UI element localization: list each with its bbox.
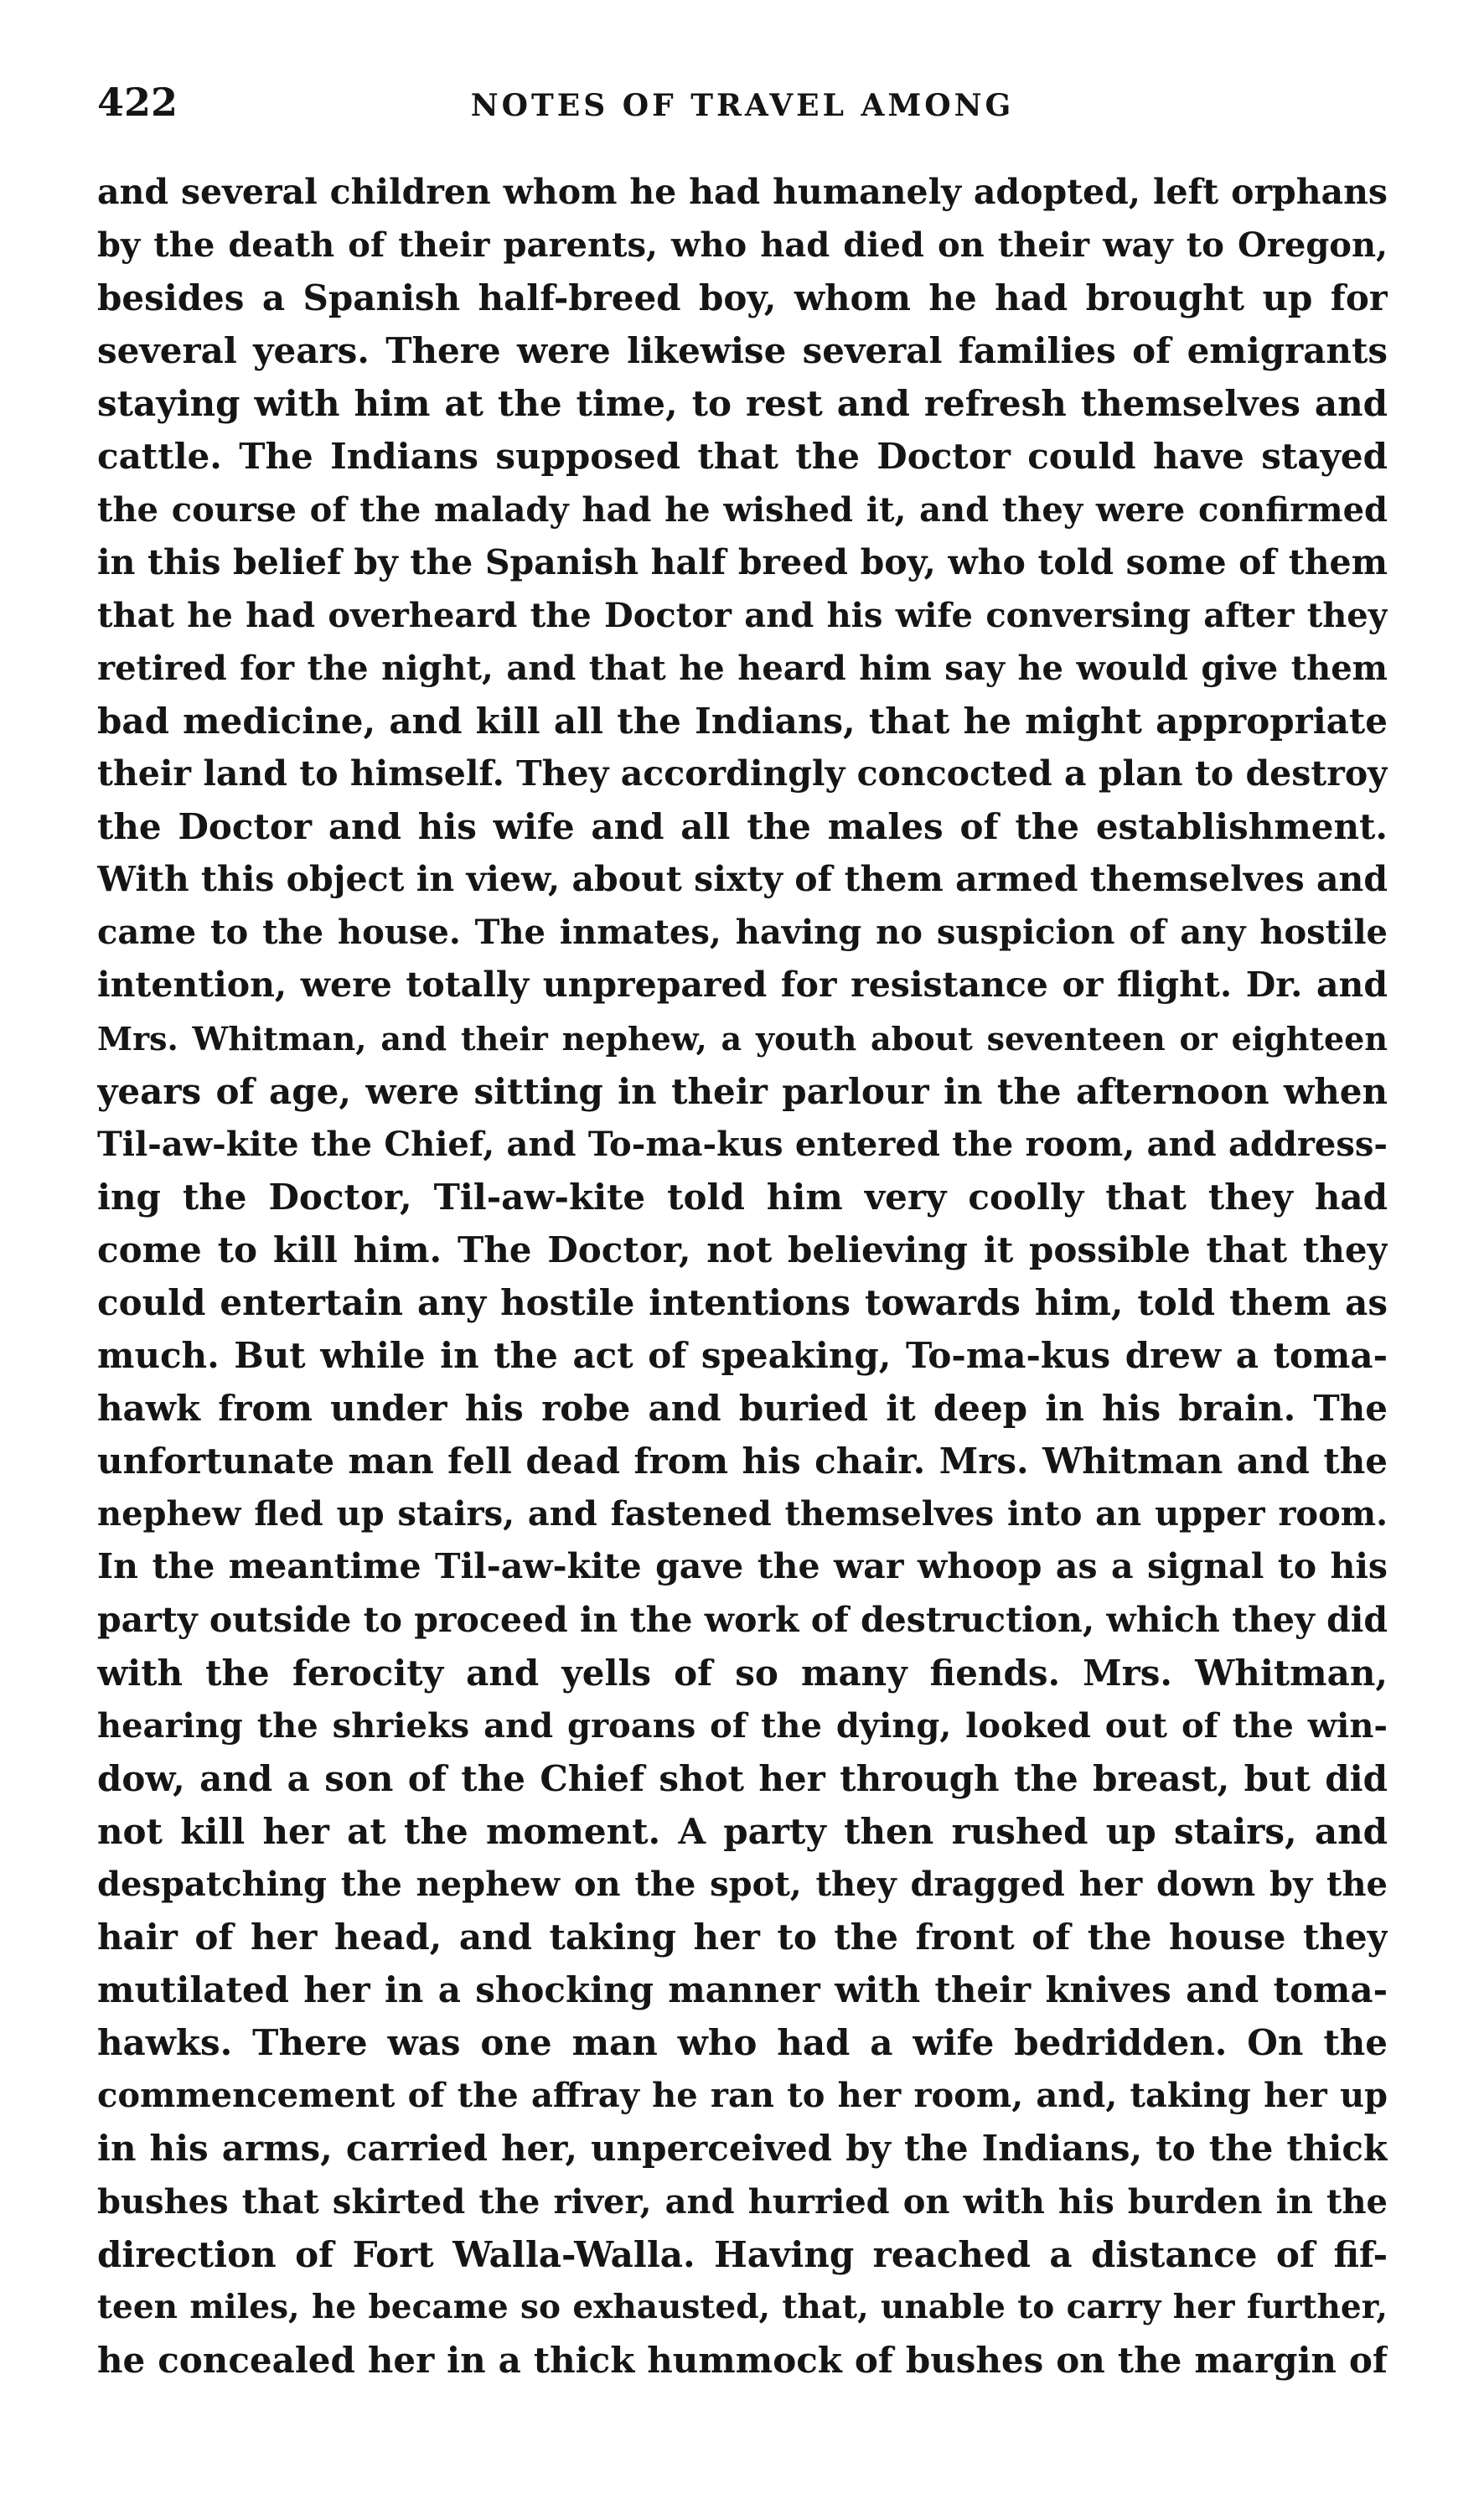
text-line: in his arms, carried her, unperceived by the Indians, to the thick [97,2128,1388,2170]
text-line: and several children whom he had humanely adopted, left orphans [97,172,1388,212]
text-line: dow, and a son of the Chief shot her through the breast, but did [97,1757,1388,1799]
text-line: not kill her at the moment. A party then rushed up stairs, and [97,1810,1388,1852]
page-header [97,77,1388,144]
text-line: come to kill him. The Doctor, not believing it possible that they [97,1229,1388,1270]
text-line: much. But while in the act of speaking, To-ma-kus drew a toma- [97,1335,1388,1377]
text-line: their land to himself. They accordingly concocted a plan to destroy [97,753,1388,794]
text-line: by the death of their parents, who had died on their way to Oregon, [97,225,1388,266]
text-line: bad medicine, and kill all the Indians, that he might appropriate [97,700,1388,742]
text-line: ing the Doctor, Til-aw-kite told him very coolly that they had [97,1176,1388,1218]
text-line: came to the house. The inmates, having no suspicion of any hostile [97,913,1388,953]
running-title: NOTES OF TRAVEL AMONG [470,88,1015,123]
text-line: teen miles, he became so exhausted, that, unable to carry her further, [97,2287,1388,2326]
text-line: in this belief by the Spanish half breed boy, who told some of them [97,541,1388,582]
text-line: hawks. There was one man who had a wife bedridden. On the [97,2022,1388,2064]
text-line: retired for the night, and that he heard him say he would give them [97,648,1388,688]
text-line: he concealed her in a thick hummock of bushes on the margin of [97,2339,1388,2381]
text-line: In the meantime Til-aw-kite gave the war whoop as a signal to his [97,1546,1388,1587]
text-line: commencement of the affray he ran to her room, and, taking her up [97,2076,1388,2116]
text-line: despatching the nephew on the spot, they dragged her down by the [97,1865,1388,1904]
body-text [97,166,1388,2387]
text-line: bushes that skirted the river, and hurried on with his burden in the [97,2181,1388,2222]
text-line: Mrs. Whitman, and their nephew, a youth about seventeen or eighteen [97,1019,1388,1058]
text-line: With this object in view, about sixty of them armed themselves and [97,859,1388,900]
text-line: hawk from under his robe and buried it deep in his brain. The [97,1388,1388,1430]
text-line: besides a Spanish half-breed boy, whom he had brought up for [97,277,1388,319]
text-line: hearing the shrieks and groans of the dying, looked out of the win- [97,1705,1388,1746]
text-line: cattle. The Indians supposed that the Doctor could have stayed [97,436,1388,478]
page-number: 422 [97,80,178,125]
text-line: that he had overheard the Doctor and his wife conversing after they [97,595,1388,635]
text-line: years of age, were sitting in their parlour in the afternoon when [97,1070,1388,1112]
text-line: staying with him at the time, to rest and refresh themselves and [97,383,1388,425]
text-line: direction of Fort Walla-Walla. Having reached a distance of fif- [97,2233,1388,2275]
text-line: several years. There were likewise several families of emigrants [97,330,1388,372]
text-line: intention, were totally unprepared for resistance or flight. Dr. and [97,965,1388,1006]
text-line: with the ferocity and yells of so many fiends. Mrs. Whitman, [97,1652,1388,1694]
text-line: hair of her head, and taking her to the front of the house they [97,1917,1388,1958]
text-line: the Doctor and his wife and all the males of the establishment. [97,806,1388,848]
text-line: could entertain any hostile intentions towards him, told them as [97,1281,1388,1323]
text-line: nephew fled up stairs, and fastened themselves into an upper room. [97,1494,1388,1534]
text-line: unfortunate man fell dead from his chair. Mrs. Whitman and the [97,1441,1388,1482]
text-line: Til-aw-kite the Chief, and To-ma-kus entered the room, and address- [97,1124,1388,1164]
text-line: party outside to proceed in the work of destruction, which they did [97,1599,1388,1640]
text-line: mutilated her in a shocking manner with their knives and toma- [97,1969,1388,2011]
text-line: the course of the malady had he wished it, and they were confirmed [97,489,1388,530]
